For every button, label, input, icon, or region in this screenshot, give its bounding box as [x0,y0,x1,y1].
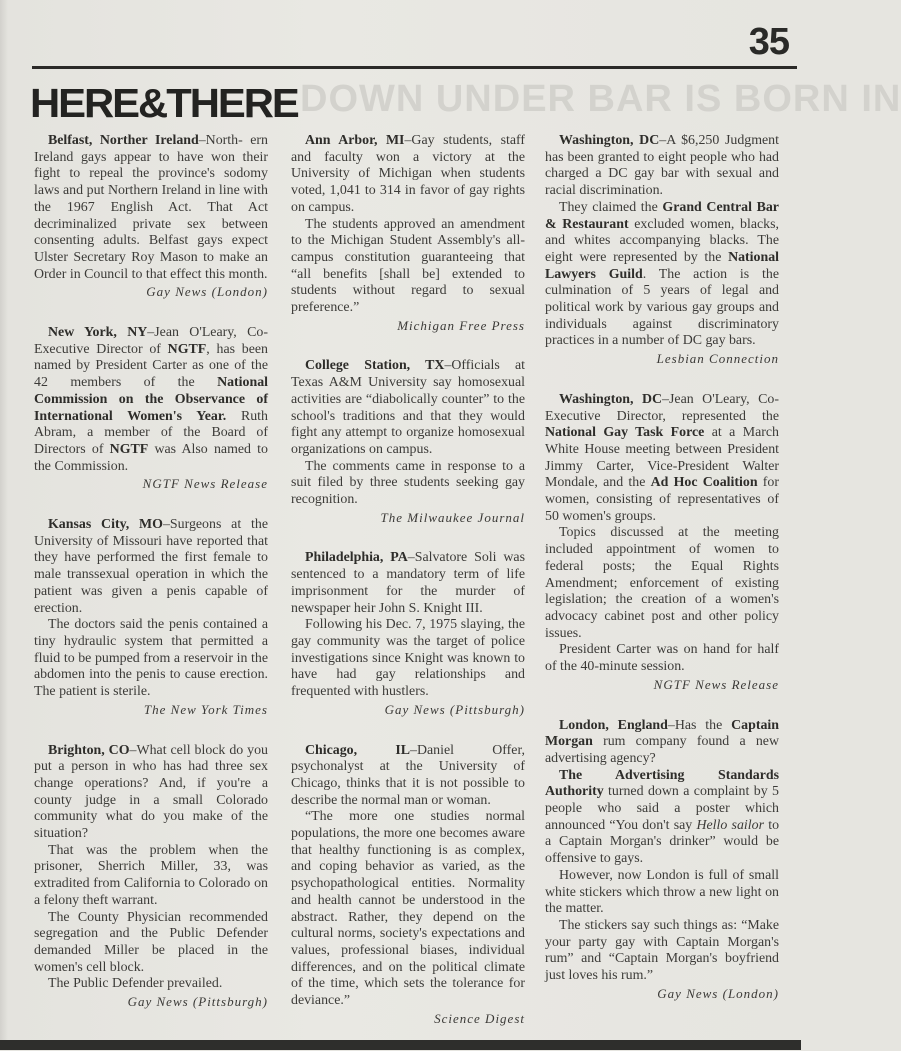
source-credit: Lesbian Connection [656,351,779,367]
dateline: Ann Arbor, MI [305,133,405,148]
item-paragraph: The students approved an amendment to the Michigan Student Assembly's all-campus constitution guaranteeing that “all benefits [shall be] extended to students without regard to sexual preference.” [291,216,525,316]
dateline: Brighton, CO [48,742,130,758]
news-item-chicago [291,743,525,1028]
dateline: Kansas City, MO [48,517,163,533]
item-paragraph: Following his Dec. 7, 1975 slaying, the gay community was the target of police investigations since Knight was known to have had gay relationships and frequented with hustlers. [291,617,525,700]
source-credit: The New York Times [143,701,268,717]
item-paragraph: The stickers say such things as: “Make your party gay with Captain Morgan's rum” and “Captain Morgan's boyfriend just loves his rum.” [545,917,779,984]
column-2 [291,133,525,1051]
item-lead: New York, NY–Jean O'Leary, Co-Executive Director of NGTF, has been named by President Carter as one of the 42 members of the National Commission on the Observance of International Women's Year. Ruth Abram, a member of the Board of Directors of NGTF was Also named to the Commission. [34,325,268,474]
column-3 [545,133,779,1026]
header-rule [32,66,797,69]
dateline: Philadelphia, PA [305,550,408,566]
item-paragraph: The Advertising Standards Authority turned down a complaint by 5 people who said a poster which announced “You don't say Hello sailor to a Captain Morgan's drinker” would be offensive to gays. [545,767,780,867]
item-lead: Washington, DC–Jean O'Leary, Co-Executive Director, represented the National Gay Task Force at a March White House meeting between President Jimmy Carter, Vice-President Walter Mondale, and the Ad Hoc Coalition for women, consisting of representatives of 50 women's groups. [545,391,780,524]
item-paragraph: The County Physician recommended segregation and the Public Defender demanded Miller be placed in the women's cell block. [34,909,268,975]
item-paragraph: President Carter was on hand for half of the 40-minute session. [545,642,779,675]
news-item-ann-arbor [291,133,525,334]
source-credit: Science Digest [434,1010,525,1026]
source-credit: NGTF News Release [653,676,779,692]
item-lead: Ann Arbor, MI–Gay students, staff and faculty won a victory at the University of Michigan when students voted, 1,041 to 314 in favor of gay rights on campus. [291,133,525,215]
item-paragraph: The Public Defender prevailed. [48,976,223,992]
news-item-belfast [34,133,268,301]
news-item-philadelphia [291,550,525,718]
bleed-through-headline: DOWN UNDER BAR IS BORN IN [300,78,901,120]
item-paragraph: However, now London is full of small white stickers which throw a new light on the matter. [545,867,779,917]
item-lead: Kansas City, MO–Surgeons at the University of Missouri have reported that they have performed the first female to male transsexual operation in which the patient was given a penis capable of erection. [34,517,268,616]
source-credit: Michigan Free Press [397,317,525,333]
dateline: New York, NY [48,325,148,341]
page-number: 35 [748,21,789,63]
source-credit: Gay News (Pittsburgh) [127,994,268,1010]
dateline: Chicago, IL [305,742,411,758]
dateline: Belfast, Norther Ireland [48,133,199,148]
news-item-new-york [34,325,268,493]
item-paragraph: Topics discussed at the meeting included appointment of women to federal posts; the Equal Rights Amendment; enforcement of existing legislation; the creation of a women's advocacy cabinet post and other policy issues. [545,525,779,641]
section-title: HERE&THERE [30,80,298,126]
source-credit: Gay News (Pittsburgh) [384,701,525,717]
item-lead: College Station, TX–Officials at Texas A&M University say homosexual activities are “diabolically counter” to the school's traditions and that they would fight any attempt to organize homosexual organizations on campus. [291,358,526,457]
dateline: Washington, DC [559,391,663,407]
item-lead: Chicago, IL–Daniel Offer, psychonalyst at the University of Chicago, thinks that it is not possible to describe the normal man or woman. [291,742,525,808]
source-credit: Gay News (London) [146,284,268,300]
news-item-kansas-city [34,517,268,718]
item-lead: Brighton, CO–What cell block do you put a person in who has had three sex change operations? And, if you're a county judge in a small Colorado community what do you make of the situation? [34,742,269,842]
item-lead: Belfast, Norther Ireland–North- ern Ireland gays appear to have won their fight to repeal the province's sodomy laws and put Northern Ireland in line with the 1967 English Act. That Act decriminalized private sex between consenting adults. Belfast gays expect Ulster Secretary Roy Mason to make an Order in Council to that effect this month. [34,133,268,282]
item-lead: Washington, DC–A $6,250 Judgment has been granted to eight people who had charged a DC gay bar with sexual and racial discrimination. [545,133,779,199]
news-item-washington-judgment [545,133,779,368]
news-item-washington-white-house [545,392,779,694]
item-lead: Philadelphia, PA–Salvatore Soli was sentenced to a mandatory term of life imprisonment for the murder of newspaper heir John S. Knight III. [291,550,525,616]
item-lead: London, England–Has the Captain Morgan rum company found a new advertising agency? [545,717,779,766]
column-1 [34,133,268,1035]
news-item-london [545,718,779,1003]
dateline: London, England [559,717,668,733]
dateline: College Station, TX [305,358,445,374]
source-credit: Gay News (London) [657,985,779,1001]
news-item-college-station [291,358,525,526]
source-credit: NGTF News Release [142,476,268,492]
page-bottom-edge [0,1040,801,1050]
item-paragraph: The comments came in response to a suit filed by three students seeking gay recognition. [291,458,525,508]
item-paragraph: The doctors said the penis contained a tiny hydraulic system that permitted a fluid to be pumped from a reservoir in the abdomen into the penis to cause erection. The patient is sterile. [34,617,268,700]
item-paragraph: They claimed the Grand Central Bar & Restaurant excluded women, blacks, and whites accompanying blacks. The eight were represented by the National Lawyers Guild. The action is the culmination of 5 years of legal and political work by various gay groups and individuals against discriminatory practices in a number of DC gay bars. [545,199,779,349]
dateline: Washington, DC [559,133,660,148]
item-paragraph: “The more one studies normal populations, the more one becomes aware that healthy functioning is as complex, and coping behavior as varied, as the psychopathological entities. Normality and health cannot be understood in the abstract. Rather, they depend on the cultural norms, society's expectations and values, professional biases, individual differences, and on the political climate of the time, which sets the tolerance for deviance.” [291,809,525,1009]
news-item-brighton [34,743,268,1011]
source-credit: The Milwaukee Journal [380,509,525,525]
item-paragraph: That was the problem when the prisoner, Sherrich Miller, 33, was extradited from California to Colorado on a felony theft warrant. [34,842,268,908]
